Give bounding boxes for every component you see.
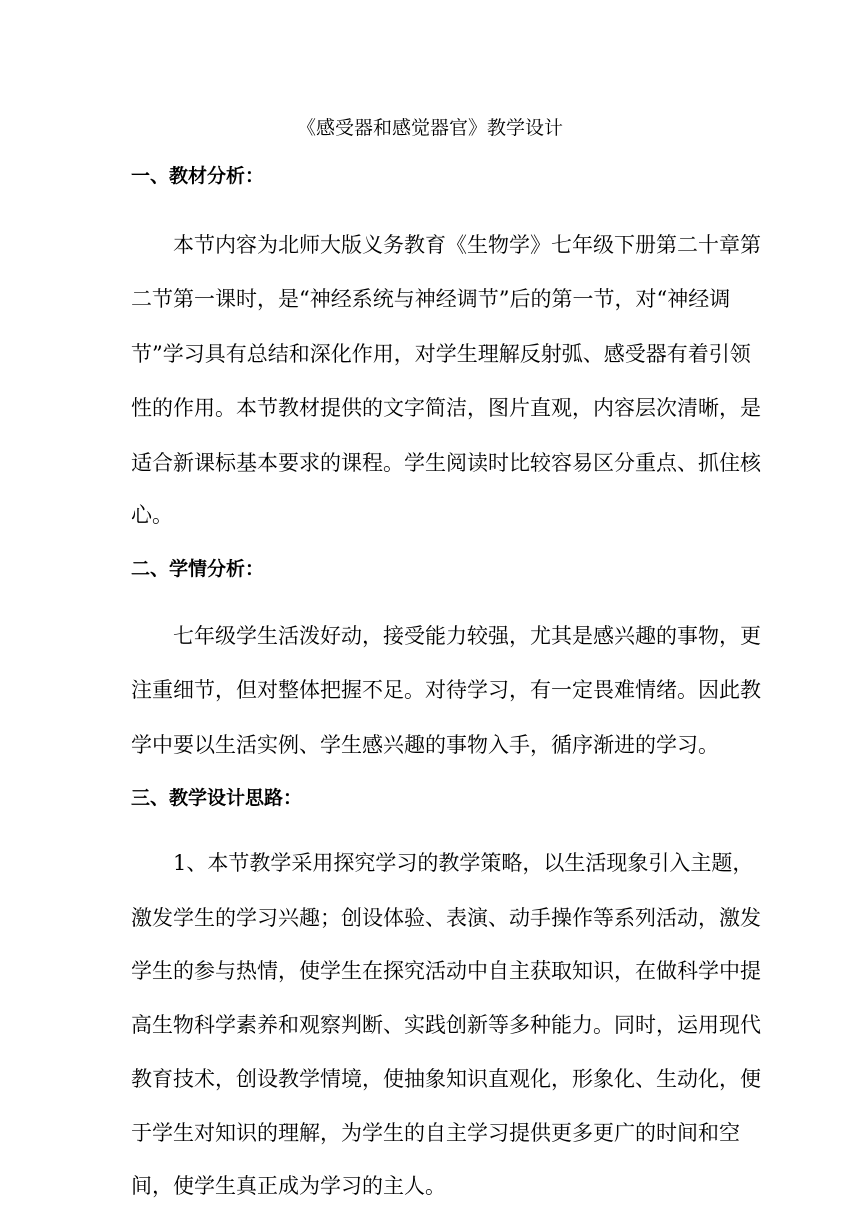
paragraph-line: 1、本节教学采用探究学习的教学策略，以生活现象引入主题， bbox=[173, 851, 754, 875]
paragraph-line: 学中要以生活实例、学生感兴趣的事物入手，循序渐进的学习。 bbox=[131, 733, 719, 757]
paragraph-line: 激发学生的学习兴趣；创设体验、表演、动手操作等系列活动，激发 bbox=[131, 906, 761, 930]
section-heading-textbook-analysis: 一、教材分析： bbox=[131, 165, 265, 187]
paragraph-line: 高生物科学素养和观察判断、实践创新等多种能力。同时，运用现代 bbox=[131, 1013, 761, 1037]
section-heading-design-ideas: 三、教学设计思路： bbox=[131, 787, 303, 809]
section-heading-student-analysis: 二、学情分析： bbox=[131, 558, 265, 580]
paragraph-line: 本节内容为北师大版义务教育《生物学》七年级下册第二十章第 bbox=[173, 233, 761, 257]
paragraph-line: 适合新课标基本要求的课程。学生阅读时比较容易区分重点、抓住核 bbox=[131, 451, 761, 475]
paragraph-line: 七年级学生活泼好动，接受能力较强，尤其是感兴趣的事物，更 bbox=[173, 624, 761, 648]
paragraph-line: 学生的参与热情，使学生在探究活动中自主获取知识，在做科学中提 bbox=[131, 959, 761, 983]
paragraph-line: 教育技术，创设教学情境，使抽象知识直观化，形象化、生动化，便 bbox=[131, 1067, 761, 1091]
paragraph-line: 于学生对知识的理解，为学生的自主学习提供更多更广的时间和空 bbox=[131, 1121, 740, 1145]
paragraph-line: 心。 bbox=[131, 503, 173, 527]
document-title: 《感受器和感觉器官》教学设计 bbox=[296, 117, 563, 139]
paragraph-line: 注重细节，但对整体把握不足。对待学习，有一定畏难情绪。因此教 bbox=[131, 678, 761, 702]
paragraph-line: 间，使学生真正成为学习的主人。 bbox=[131, 1174, 446, 1198]
paragraph-line: 性的作用。本节教材提供的文字简洁，图片直观，内容层次清晰，是 bbox=[131, 396, 761, 420]
paragraph-line: 节”学习具有总结和深化作用，对学生理解反射弧、感受器有着引领 bbox=[131, 342, 751, 366]
paragraph-line: 二节第一课时，是“神经系统与神经调节”后的第一节，对“神经调 bbox=[131, 287, 731, 311]
